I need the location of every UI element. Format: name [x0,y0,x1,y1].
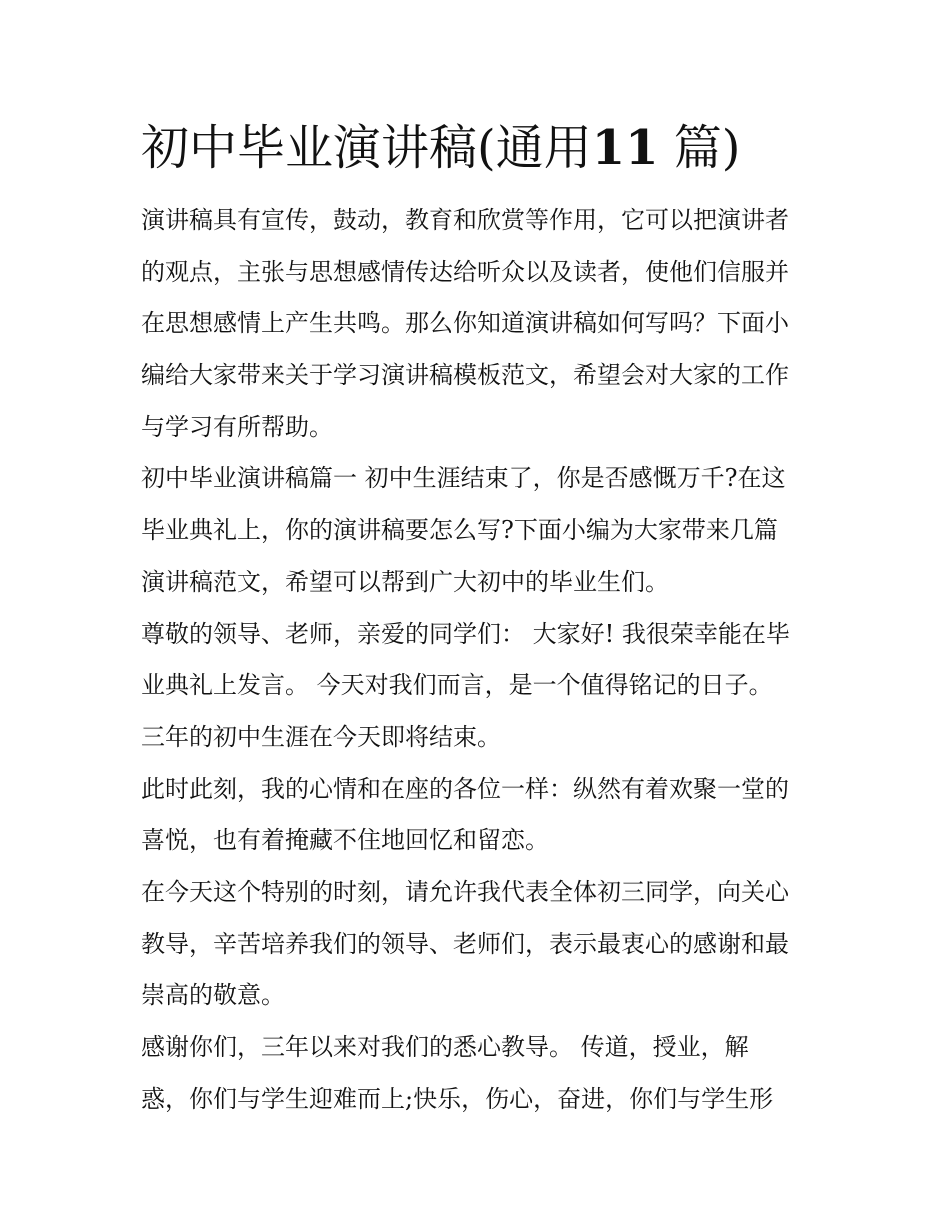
body-line: 在思想感情上产生共鸣。那么你知道演讲稿如何写吗？下面小 [141,309,789,338]
body-line: 喜悦，也有着掩藏不住地回忆和留恋。 [141,826,549,855]
body-line: 崇高的敬意。 [141,981,285,1010]
body-line: 与学习有所帮助。 [141,412,333,441]
document-body [141,195,821,1125]
body-line: 教导，辛苦培养我们的领导、老师们，表示最衷心的感谢和最 [141,929,789,958]
title-suffix: 篇) [673,120,741,176]
body-line: 尊敬的领导、老师，亲爱的同学们： 大家好! 我很荣幸能在毕 [141,619,790,648]
body-line: 初中毕业演讲稿篇一 初中生涯结束了，你是否感慨万千?在这 [141,464,786,493]
body-line: 感谢你们，三年以来对我们的悉心教导。 传道，授业，解 [141,1033,749,1061]
body-line: 三年的初中生涯在今天即将结束。 [141,722,501,751]
body-line: 惑，你们与学生迎难而上;快乐，伤心，奋进，你们与学生形 [141,1084,774,1113]
title-prefix: 初中毕业演讲稿(通用 [141,120,592,176]
document-title [141,112,841,184]
body-line: 演讲稿具有宣传，鼓动，教育和欣赏等作用，它可以把演讲者 [141,206,789,234]
body-line: 编给大家带来关于学习演讲稿模板范文，希望会对大家的工作 [141,361,789,390]
body-line: 的观点，主张与思想感情传达给听众以及读者，使他们信服并 [141,257,789,286]
body-line: 毕业典礼上，你的演讲稿要怎么写?下面小编为大家带来几篇 [141,516,778,545]
body-line: 此时此刻，我的心情和在座的各位一样：纵然有着欢聚一堂的 [141,774,789,803]
body-line: 在今天这个特别的时刻，请允许我代表全体初三同学，向关心 [141,877,789,906]
body-line: 演讲稿范文，希望可以帮到广大初中的毕业生们。 [141,567,669,596]
body-line: 业典礼上发言。 今天对我们而言，是一个值得铭记的日子。 [141,671,773,700]
title-number: 11 [591,120,659,176]
